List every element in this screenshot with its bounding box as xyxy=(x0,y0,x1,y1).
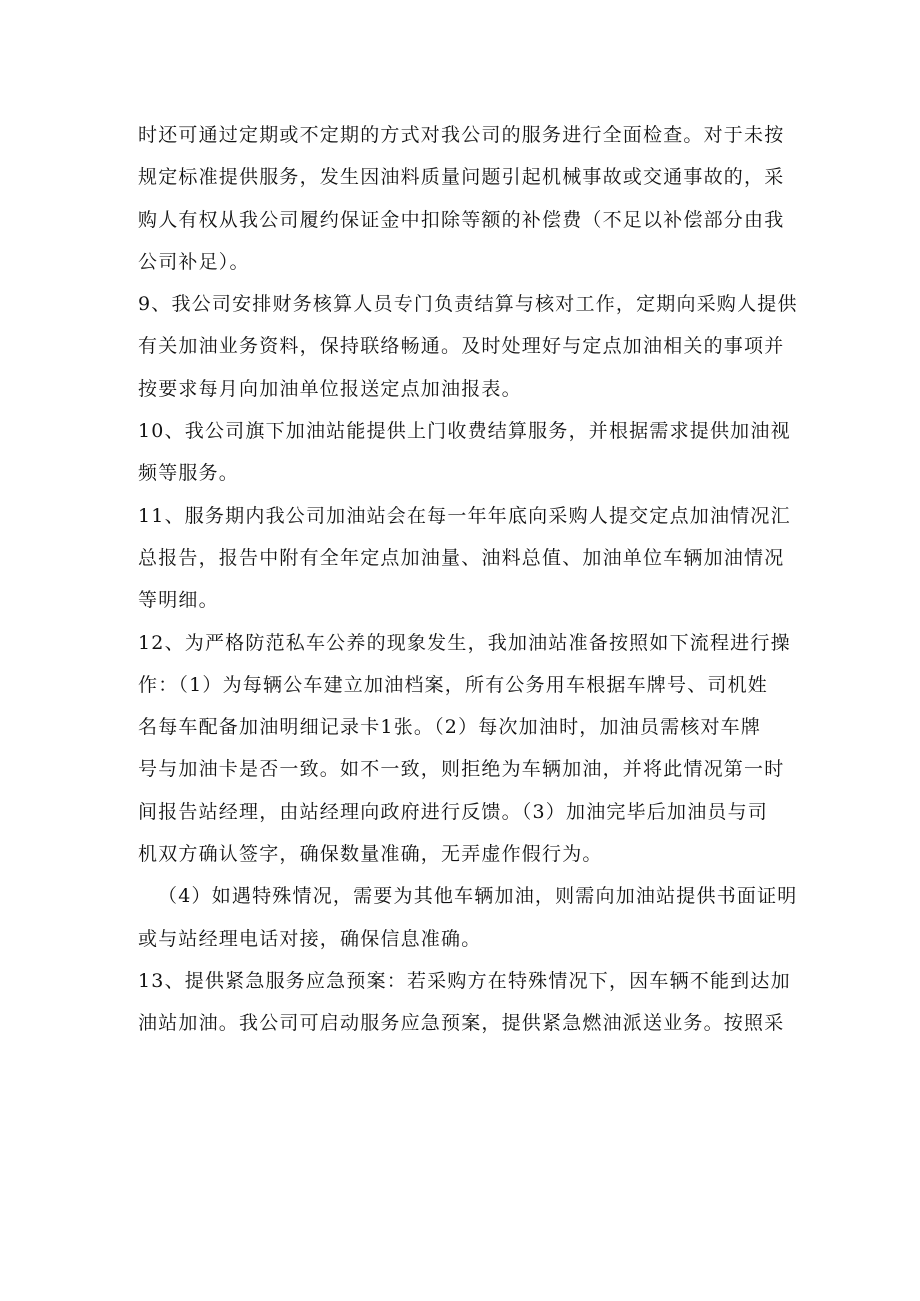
paragraph-item-12-step-4 xyxy=(138,875,798,960)
text-line: 时还可通过定期或不定期的方式对我公司的服务进行全面检查。对于未按 xyxy=(138,124,785,146)
paragraph-item-10 xyxy=(138,410,791,495)
paragraph-item-11 xyxy=(138,495,791,622)
text-line: 频等服务。 xyxy=(138,462,240,485)
text-line: 按要求每月向加油单位报送定点加油报表。 xyxy=(138,377,522,400)
document-page xyxy=(138,114,798,1045)
text-line: 12、为严格防范私车公养的现象发生，我加油站准备按照如下流程进行操 xyxy=(138,631,791,654)
text-line: 公司补足）。 xyxy=(138,250,250,273)
text-line: 购人有权从我公司履约保证金中扣除等额的补偿费（不足以补偿部分由我 xyxy=(138,208,785,231)
text-line: 作：（1）为每辆公车建立加油档案，所有公务用车根据车牌号、司机姓 xyxy=(138,673,768,696)
paragraph-item-13 xyxy=(138,960,791,1045)
text-line: （4）如遇特殊情况，需要为其他车辆加油，则需向加油站提供书面证明 xyxy=(158,885,798,908)
text-line: 机双方确认签字，确保数量准确，无弄虚作假行为。 xyxy=(138,843,603,866)
text-line: 号与加油卡是否一致。如不一致，则拒绝为车辆加油，并将此情况第一时 xyxy=(138,758,785,781)
text-line: 10、我公司旗下加油站能提供上门收费结算服务，并根据需求提供加油视 xyxy=(138,420,791,443)
text-line: 总报告，报告中附有全年定点加油量、油料总值、加油单位车辆加油情况 xyxy=(138,546,785,569)
text-line: 名每车配备加油明细记录卡1张。（2）每次加油时，加油员需核对车牌 xyxy=(138,716,762,739)
text-line: 13、提供紧急服务应急预案：若采购方在特殊情况下，因车辆不能到达加 xyxy=(138,969,791,992)
text-line: 11、服务期内我公司加油站会在每一年年底向采购人提交定点加油情况汇 xyxy=(138,504,791,527)
text-line: 或与站经理电话对接，确保信息准确。 xyxy=(138,927,482,950)
text-line: 有关加油业务资料，保持联络畅通。及时处理好与定点加油相关的事项并 xyxy=(138,335,785,358)
text-line: 间报告站经理，由站经理向政府进行反馈。（3）加油完毕后加油员与司 xyxy=(138,800,768,823)
paragraph-inspection-continuation xyxy=(138,114,786,283)
paragraph-item-12 xyxy=(138,622,791,876)
text-line: 规定标准提供服务，发生因油料质量问题引起机械事故或交通事故的，采 xyxy=(138,166,785,189)
paragraph-item-9 xyxy=(138,283,798,410)
text-line: 等明细。 xyxy=(138,589,219,612)
text-line: 油站加油。我公司可启动服务应急预案，提供紧急燃油派送业务。按照采 xyxy=(138,1012,785,1035)
text-line: 9、我公司安排财务核算人员专门负责结算与核对工作，定期向采购人提供 xyxy=(138,293,798,316)
